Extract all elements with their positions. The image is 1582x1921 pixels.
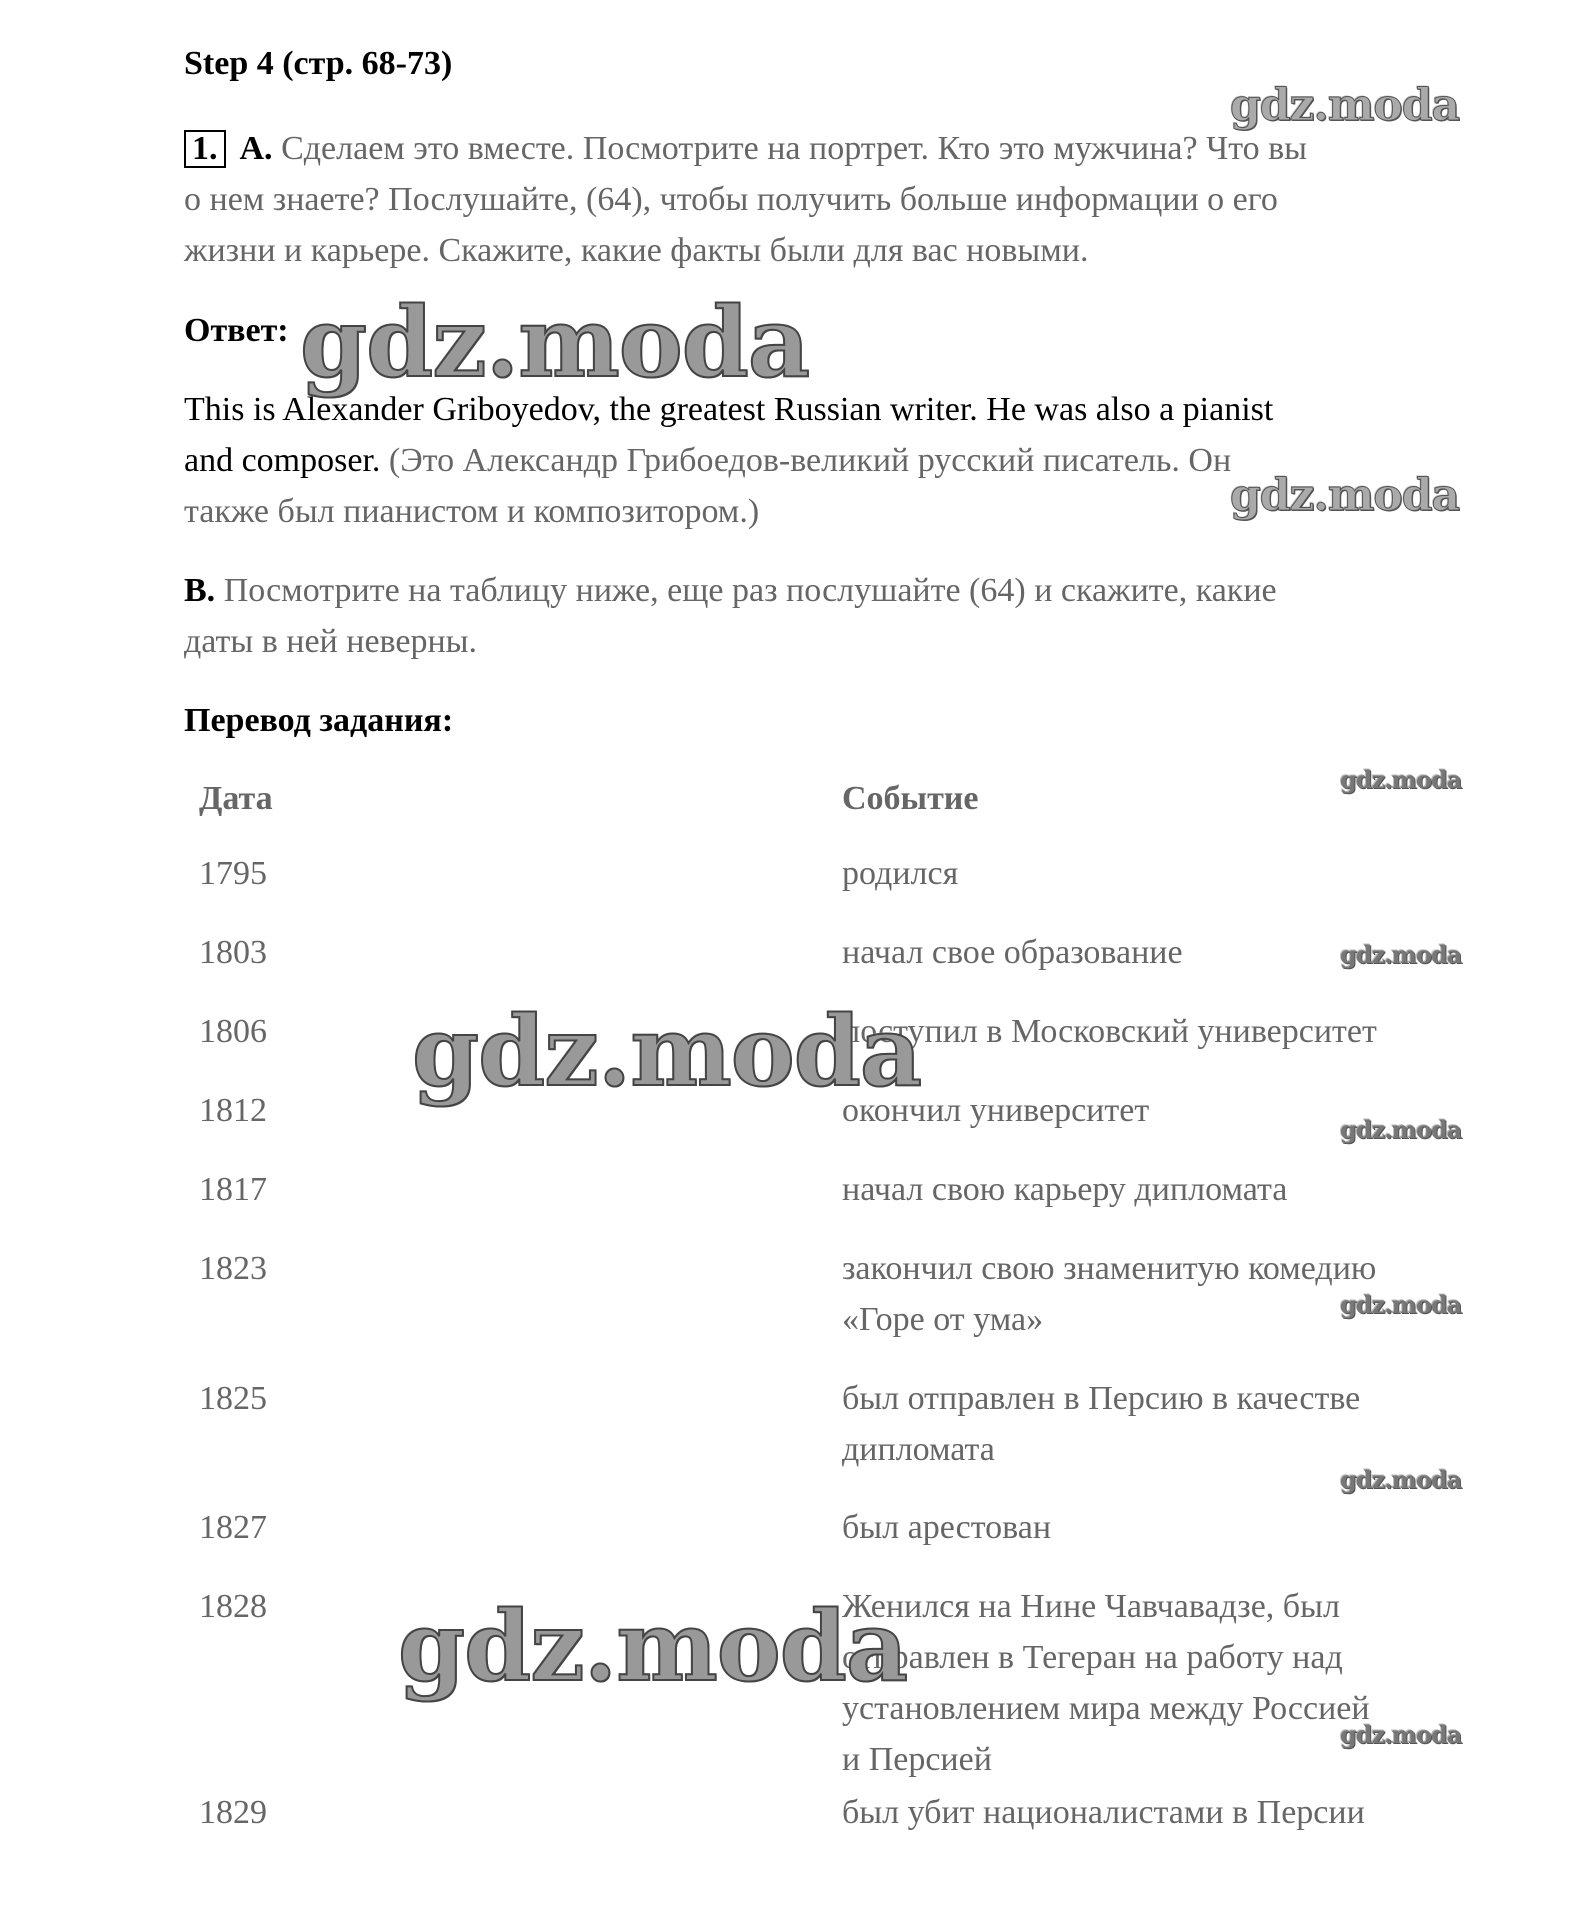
task-a-text-2: о нем знаете? Послушайте, (64), чтобы получить больше информации о его [184, 181, 1278, 218]
table-row-event [842, 1243, 1376, 1345]
table-row-date: 1827 [199, 1509, 267, 1546]
answer-line-3-ru: также был пианистом и композитором.) [184, 493, 760, 530]
table-row-date: 1806 [199, 1013, 267, 1050]
part-b-text-2: даты в ней неверны. [184, 623, 478, 660]
task-a-text-3: жизни и карьере. Скажите, какие факты были для вас новыми. [184, 232, 1089, 269]
event-line: установлением мира между Россией [842, 1690, 1370, 1727]
event-line: Женился на Нине Чавчавадзе, был [842, 1588, 1340, 1625]
translation-heading: Перевод задания: [184, 702, 454, 739]
watermark: gdz.moda [1340, 1720, 1462, 1749]
table-row-event: был убит националистами в Персии [842, 1794, 1365, 1831]
table-row-event: окончил университет [842, 1092, 1150, 1129]
table-row-date: 1795 [199, 855, 267, 892]
table-header-event: Событие [842, 780, 979, 817]
task-1-part-a [184, 123, 1504, 276]
event-line: и Персией [842, 1741, 992, 1778]
table-row-date: 1817 [199, 1171, 267, 1208]
watermark: gdz.moda [1340, 1290, 1462, 1319]
part-a-label: A. [239, 130, 273, 167]
watermark: gdz.moda [1340, 1465, 1462, 1494]
table-row-date: 1829 [199, 1794, 267, 1831]
watermark: gdz.moda [412, 995, 922, 1108]
answer-line-1: This is Alexander Griboyedov, the greatest Russian writer. He was also a pianist [184, 391, 1274, 428]
watermark: gdz.moda [1230, 470, 1460, 521]
table-row-event [842, 1373, 1360, 1475]
answer-line-2-ru: (Это Александр Грибоедов-великий русский писатель. Он [380, 442, 1232, 479]
table-row-event: начал свое образование [842, 934, 1183, 971]
watermark: gdz.moda [1230, 80, 1460, 131]
answer-line-2-en: and composer. [184, 442, 381, 479]
page-title: Step 4 (стр. 68-73) [184, 45, 453, 82]
task-a-text-1: Сделаем это вместе. Посмотрите на портрет. Кто это мужчина? Что вы [281, 130, 1308, 167]
table-row-date: 1823 [199, 1250, 267, 1287]
table-row-date: 1825 [199, 1380, 267, 1417]
table-row-event: поступил в Московский университет [842, 1013, 1377, 1050]
table-row-event [842, 1581, 1370, 1785]
task-1-part-b [184, 565, 1504, 667]
table-header-date: Дата [199, 780, 273, 817]
event-line: закончил свою знаменитую комедию [842, 1250, 1377, 1287]
table-row-event: был арестован [842, 1509, 1052, 1546]
watermark: gdz.moda [1340, 765, 1462, 794]
event-line: был отправлен в Персию в качестве [842, 1380, 1361, 1417]
table-row-date: 1812 [199, 1092, 267, 1129]
table-row-event: родился [842, 855, 959, 892]
table-row-date: 1803 [199, 934, 267, 971]
event-line: отправлен в Тегеран на работу над [842, 1639, 1343, 1676]
task-number: 1. [184, 130, 226, 168]
event-line: дипломата [842, 1431, 995, 1468]
part-b-label: B. [184, 572, 216, 609]
table-row-date: 1828 [199, 1588, 267, 1625]
event-line: «Горе от ума» [842, 1301, 1044, 1338]
watermark: gdz.moda [1340, 1115, 1462, 1144]
table-row-event: начал свою карьеру дипломата [842, 1171, 1288, 1208]
answer-label: Ответ: [184, 312, 289, 349]
watermark: gdz.moda [398, 1590, 908, 1703]
watermark: gdz.moda [1340, 940, 1462, 969]
part-b-text-1: Посмотрите на таблицу ниже, еще раз послушайте (64) и скажите, какие [215, 572, 1277, 609]
watermark: gdz.moda [300, 286, 810, 399]
